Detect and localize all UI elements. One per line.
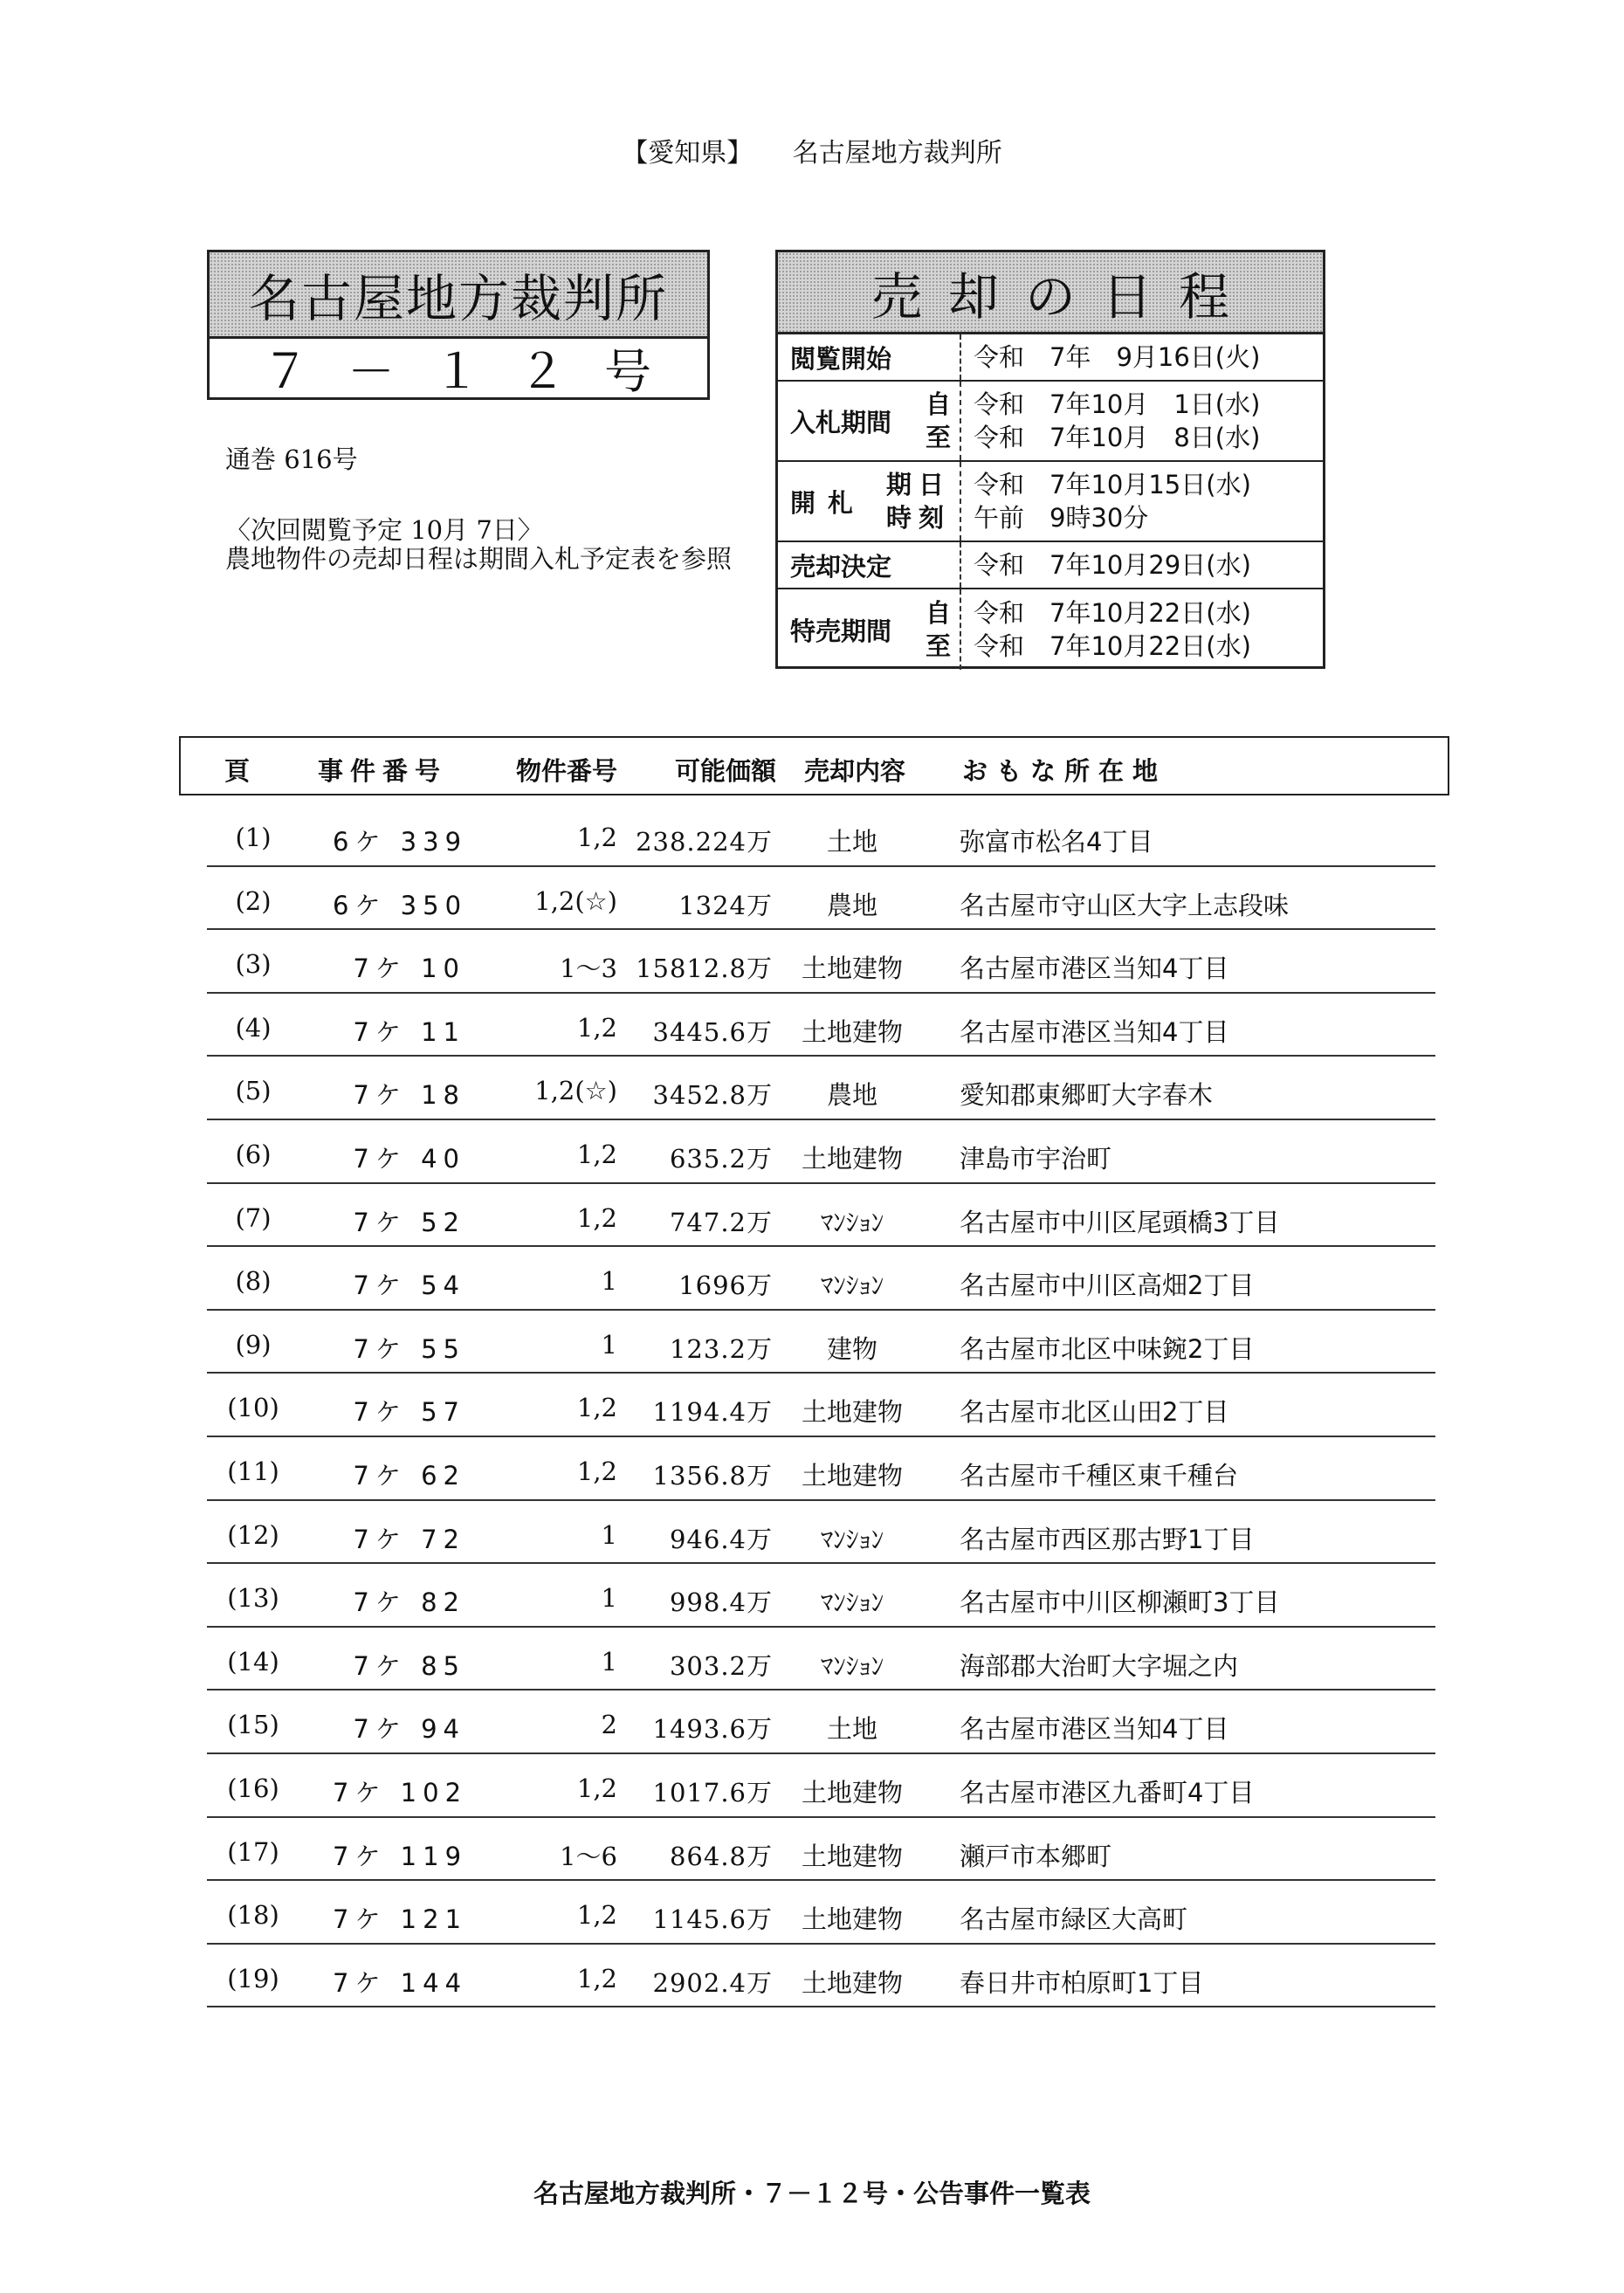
header-case-number: 事件番号 (318, 756, 448, 786)
row-price: 946.4万 (669, 1524, 773, 1554)
row-price: 747.2万 (669, 1207, 773, 1237)
prefecture-label: 【愛知県】 (622, 138, 754, 169)
schedule-title: 売却の日程 (778, 252, 1323, 334)
row-item-number: 1,2 (576, 823, 617, 852)
row-location: 名古屋市西区那古野1丁目 (960, 1524, 1255, 1554)
row-location: 瀬戸市本郷町 (960, 1841, 1112, 1871)
row-sale-type: ﾏﾝｼｮﾝ (820, 1270, 884, 1301)
row-case-number: 7ケ 82 (353, 1587, 465, 1618)
row-location: 春日井市柏原町1丁目 (960, 1967, 1204, 1998)
row-page: (5) (235, 1076, 272, 1106)
schedule-label-text: 開札 (790, 487, 866, 518)
row-page: (19) (227, 1963, 279, 1993)
row-case-number: 7ケ 55 (353, 1333, 465, 1364)
row-price: 864.8万 (669, 1841, 773, 1871)
row-price: 635.2万 (669, 1143, 773, 1174)
schedule-date: 令和 7年10月22日(水) (974, 631, 1251, 661)
schedule-label-text: 入札期間 (790, 407, 892, 437)
row-location: 名古屋市中川区高畑2丁目 (960, 1270, 1255, 1301)
row-sale-type: 土地 (826, 827, 877, 857)
table-row (207, 1247, 1435, 1311)
farmland-note: 農地物件の売却日程は期間入札予定表を参照 (225, 544, 733, 574)
row-item-number: 1 (601, 1646, 617, 1677)
table-row (207, 1881, 1435, 1945)
row-page: (3) (235, 949, 272, 980)
row-item-number: 1,2 (576, 1456, 617, 1486)
court-name: 名古屋地方裁判所 (210, 252, 707, 339)
schedule-date: 令和 7年10月22日(水) (974, 598, 1251, 628)
row-page: (14) (227, 1646, 279, 1677)
row-sale-type: 建物 (826, 1333, 877, 1364)
row-location: 名古屋市緑区大高町 (960, 1904, 1188, 1935)
row-item-number: 1 (601, 1329, 617, 1360)
row-location: 名古屋市中川区尾頭橋3丁目 (960, 1207, 1280, 1237)
table-row (207, 1311, 1435, 1374)
row-item-number: 1 (601, 1583, 617, 1614)
row-case-number: 7ケ 57 (353, 1397, 465, 1428)
table-row (207, 1628, 1435, 1691)
row-location: 名古屋市北区山田2丁目 (960, 1397, 1229, 1428)
header-sale-type: 売却内容 (804, 756, 906, 786)
row-item-number: 1～3 (560, 954, 617, 984)
row-item-number: 1,2 (576, 1139, 617, 1169)
row-item-number: 1,2(☆) (534, 885, 617, 916)
court-issue-box (207, 250, 710, 400)
schedule-row (778, 334, 1323, 382)
row-case-number: 7ケ 72 (353, 1524, 465, 1554)
schedule-sub-labels (926, 388, 951, 454)
row-price: 238.224万 (636, 827, 773, 857)
row-sale-type: 土地建物 (801, 1143, 903, 1174)
schedule-label (778, 589, 961, 670)
row-page: (8) (235, 1266, 272, 1297)
row-price: 3452.8万 (652, 1080, 773, 1111)
schedule-values (961, 589, 1323, 670)
row-case-number: 7ケ 144 (333, 1967, 468, 1998)
row-sale-type: 土地建物 (801, 1967, 903, 1998)
table-row (207, 1818, 1435, 1882)
schedule-date: 午前 9時30分 (974, 503, 1149, 533)
schedule-date: 令和 7年10月 8日(水) (974, 423, 1261, 452)
header-price: 可能価額 (675, 756, 777, 786)
row-location: 名古屋市守山区大字上志段味 (960, 890, 1290, 920)
schedule-label-text: 売却決定 (790, 551, 892, 582)
table-row (207, 994, 1435, 1057)
row-sale-type: 土地建物 (801, 1777, 903, 1808)
row-price: 303.2万 (669, 1650, 773, 1681)
row-sale-type: ﾏﾝｼｮﾝ (820, 1650, 884, 1681)
schedule-sub-label: 至 (925, 631, 951, 661)
row-location: 名古屋市千種区東千種台 (960, 1460, 1239, 1491)
header-page: 頁 (224, 756, 251, 786)
issue-number: ７－１２号 (262, 344, 690, 399)
notes-block (225, 445, 732, 574)
table-row (207, 1501, 1435, 1565)
row-item-number: 1～6 (560, 1841, 617, 1871)
case-table-header (179, 736, 1449, 795)
row-item-number: 1,2(☆) (534, 1076, 617, 1106)
schedule-row (778, 462, 1323, 542)
row-location: 名古屋市港区九番町4丁目 (960, 1777, 1255, 1808)
table-row (207, 1564, 1435, 1628)
row-sale-type: ﾏﾝｼｮﾝ (820, 1207, 884, 1237)
table-row (207, 930, 1435, 994)
row-sale-type: 農地 (826, 1080, 877, 1111)
schedule-label (778, 542, 961, 588)
schedule-date: 令和 7年10月15日(水) (974, 470, 1251, 499)
row-case-number: 7ケ 119 (333, 1841, 468, 1871)
schedule-label (778, 334, 961, 380)
row-page: (18) (227, 1900, 279, 1931)
row-case-number: 7ケ 54 (353, 1270, 465, 1301)
row-sale-type: 土地 (826, 1714, 877, 1745)
schedule-date: 令和 7年10月29日(水) (974, 550, 1251, 580)
schedule-values (961, 542, 1323, 588)
row-case-number: 7ケ 62 (353, 1460, 465, 1491)
row-price: 998.4万 (669, 1587, 773, 1618)
row-item-number: 1,2 (576, 1202, 617, 1233)
row-page: (13) (227, 1583, 279, 1614)
row-price: 1356.8万 (652, 1460, 773, 1491)
row-page: (6) (235, 1139, 272, 1169)
schedule-row (778, 382, 1323, 462)
row-case-number: 7ケ 40 (353, 1143, 465, 1174)
table-row (207, 1057, 1435, 1120)
row-case-number: 7ケ 18 (353, 1080, 465, 1111)
schedule-values (961, 334, 1323, 380)
table-row (207, 1690, 1435, 1754)
row-price: 2902.4万 (652, 1967, 773, 1998)
table-row (207, 1754, 1435, 1818)
schedule-sub-label: 自 (925, 598, 951, 628)
row-sale-type: 土地建物 (801, 1460, 903, 1491)
row-case-number: 7ケ 10 (353, 954, 465, 984)
table-row (207, 803, 1435, 867)
header-location: おもな所在地 (962, 756, 1167, 786)
page-header (0, 131, 1624, 169)
row-item-number: 1 (601, 1266, 617, 1297)
row-item-number: 1,2 (576, 1773, 617, 1803)
row-price: 15812.8万 (636, 954, 773, 984)
row-page: (15) (227, 1710, 279, 1740)
row-case-number: 7ケ 52 (353, 1207, 465, 1237)
row-case-number: 7ケ 85 (353, 1650, 465, 1681)
row-location: 名古屋市港区当知4丁目 (960, 954, 1229, 984)
schedule-sub-label: 自 (925, 389, 951, 419)
row-item-number: 1,2 (576, 1393, 617, 1423)
schedule-label (778, 462, 961, 541)
row-location: 海部郡大治町大字堀之内 (960, 1650, 1239, 1681)
schedule-sub-label: 期日 (885, 470, 951, 499)
row-price: 1324万 (678, 890, 773, 920)
row-price: 1194.4万 (652, 1397, 773, 1428)
row-case-number: 7ケ 11 (353, 1016, 465, 1047)
schedule-label-text: 閲覧開始 (790, 343, 892, 374)
table-row (207, 1374, 1435, 1437)
row-sale-type: ﾏﾝｼｮﾝ (820, 1524, 884, 1554)
row-price: 3445.6万 (652, 1016, 773, 1047)
row-location: 名古屋市港区当知4丁目 (960, 1714, 1229, 1745)
row-sale-type: 土地建物 (801, 1016, 903, 1047)
sale-schedule-box (775, 250, 1325, 669)
row-page: (2) (235, 885, 272, 916)
case-table (207, 803, 1435, 2007)
row-case-number: 6ケ 339 (333, 827, 468, 857)
row-location: 愛知郡東郷町大字春木 (960, 1080, 1214, 1111)
row-sale-type: 農地 (826, 890, 877, 920)
row-case-number: 7ケ 121 (333, 1904, 468, 1935)
schedule-values (961, 382, 1323, 460)
schedule-values (961, 462, 1323, 541)
schedule-date: 令和 7年10月 1日(水) (974, 389, 1261, 419)
row-case-number: 6ケ 350 (333, 890, 468, 920)
schedule-sub-label: 時刻 (885, 503, 951, 533)
row-page: (17) (227, 1836, 279, 1867)
row-price: 1493.6万 (652, 1714, 773, 1745)
header-item-number: 物件番号 (516, 756, 618, 786)
table-row (207, 1120, 1435, 1184)
table-row (207, 1945, 1435, 2008)
row-location: 名古屋市港区当知4丁目 (960, 1016, 1229, 1047)
row-sale-type: 土地建物 (801, 1904, 903, 1935)
schedule-sub-labels (886, 468, 951, 534)
row-page: (1) (235, 823, 272, 852)
row-item-number: 1 (601, 1519, 617, 1550)
schedule-label-text: 特売期間 (790, 616, 892, 646)
row-case-number: 7ケ 102 (333, 1777, 468, 1808)
schedule-label (778, 382, 961, 460)
volume-number: 通巻 616号 (225, 444, 358, 474)
schedule-row (778, 589, 1323, 670)
row-location: 津島市宇治町 (960, 1143, 1112, 1174)
row-page: (10) (227, 1393, 279, 1423)
row-price: 1696万 (678, 1270, 773, 1301)
row-sale-type: 土地建物 (801, 954, 903, 984)
row-item-number: 2 (601, 1710, 617, 1740)
row-price: 123.2万 (669, 1333, 773, 1364)
row-page: (4) (235, 1012, 272, 1043)
row-item-number: 1,2 (576, 1900, 617, 1931)
row-page: (16) (227, 1773, 279, 1803)
page-footer: 名古屋地方裁判所・７－１２号・公告事件一覧表 (533, 2179, 1091, 2208)
next-viewing-note: 〈次回閲覧予定 10月 7日〉 (225, 515, 543, 545)
table-row (207, 1184, 1435, 1248)
schedule-date: 令和 7年 9月16日(火) (974, 342, 1261, 372)
row-page: (7) (235, 1202, 272, 1233)
row-price: 1017.6万 (652, 1777, 773, 1808)
row-item-number: 1,2 (576, 1012, 617, 1043)
row-page: (11) (227, 1456, 279, 1486)
row-location: 弥富市松名4丁目 (960, 827, 1153, 857)
schedule-sub-label: 至 (925, 423, 951, 452)
table-row (207, 1437, 1435, 1501)
row-sale-type: 土地建物 (801, 1841, 903, 1871)
row-location: 名古屋市北区中味鋺2丁目 (960, 1333, 1255, 1364)
row-page: (9) (235, 1329, 272, 1360)
row-case-number: 7ケ 94 (353, 1714, 465, 1745)
row-sale-type: 土地建物 (801, 1397, 903, 1428)
schedule-sub-labels (926, 596, 951, 663)
court-label: 名古屋地方裁判所 (792, 138, 1002, 169)
schedule-row (778, 542, 1323, 589)
row-location: 名古屋市中川区柳瀬町3丁目 (960, 1587, 1280, 1618)
row-price: 1145.6万 (652, 1904, 773, 1935)
row-page: (12) (227, 1519, 279, 1550)
row-item-number: 1,2 (576, 1963, 617, 1993)
row-sale-type: ﾏﾝｼｮﾝ (820, 1587, 884, 1618)
table-row (207, 867, 1435, 931)
